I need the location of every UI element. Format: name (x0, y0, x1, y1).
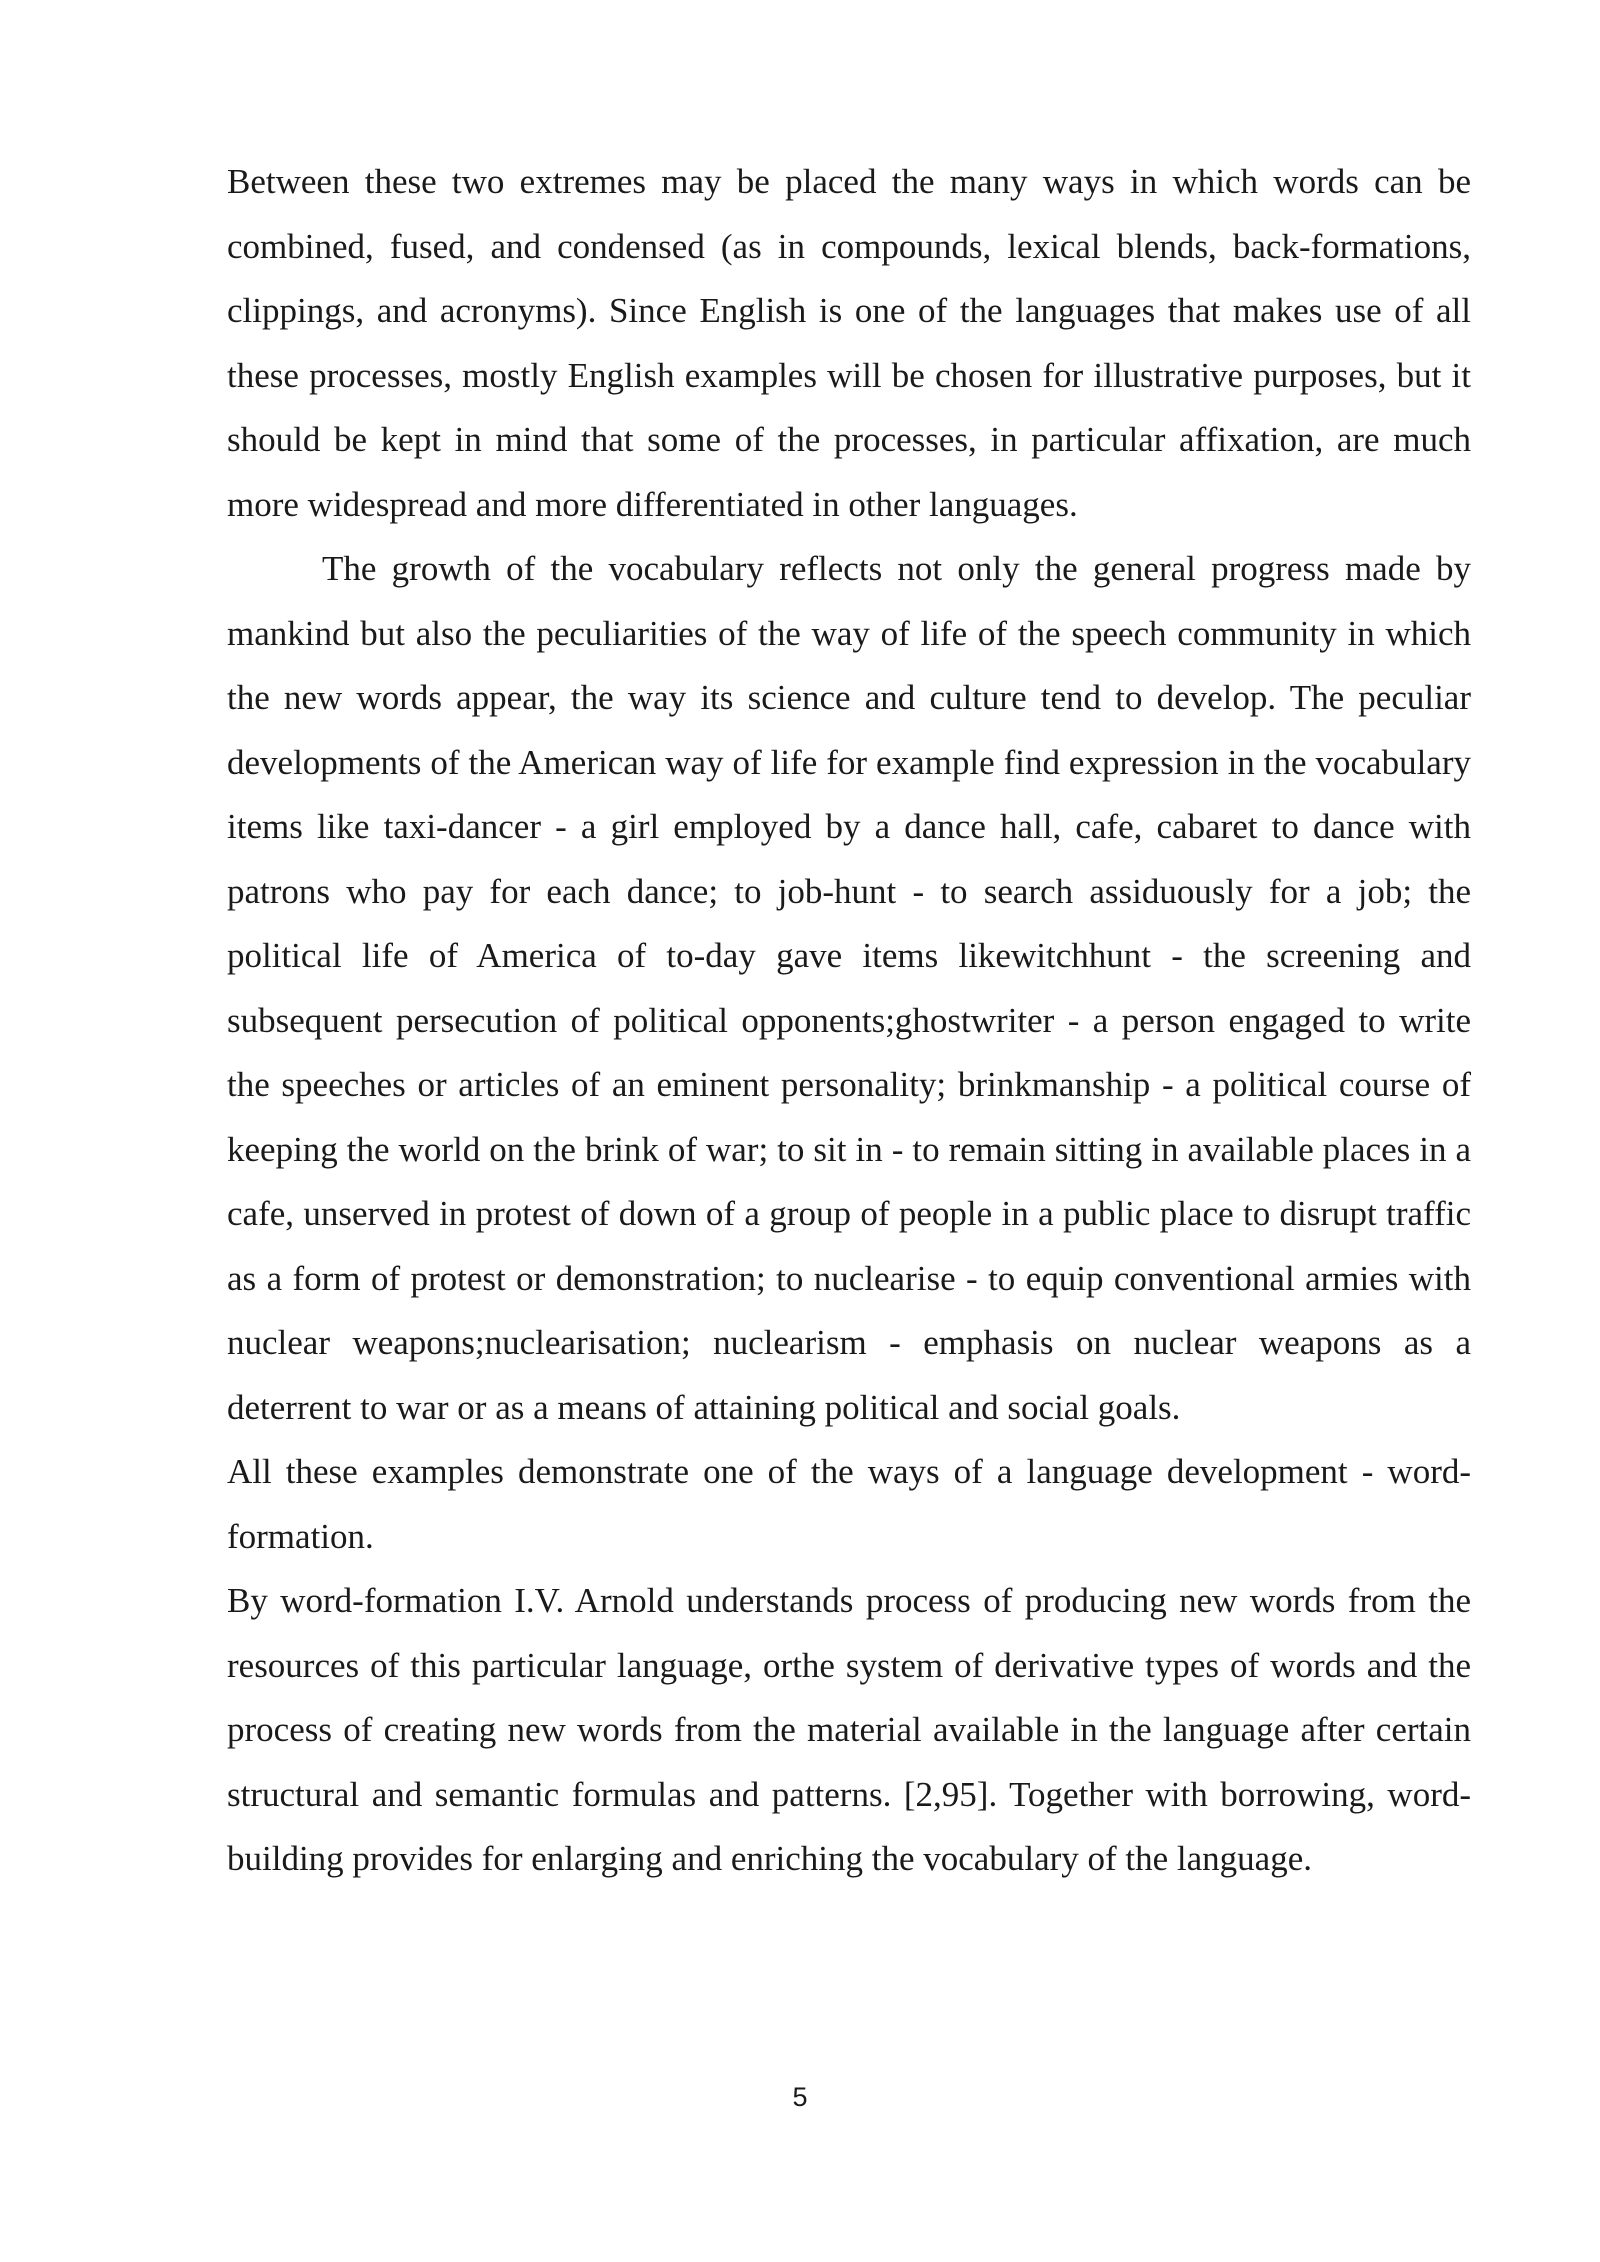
paragraph-examples-summary: All these examples demonstrate one of the ways of a language development - word-formation. (227, 1452, 1471, 1556)
body-text (227, 150, 1471, 1892)
paragraph-vocabulary-growth: The growth of the vocabulary reflects not only the general progress made by mankind but also the peculiarities of the way of life of the speech community in which the new words appear, the way its science and culture tend to develop. The peculiar developments of the American way of life for example find expression in the vocabulary items like taxi-dancer - a girl employed by a dance hall, cafe, cabaret to dance with patrons who pay for each dance; to job-hunt - to search assiduously for a job; the political life of America of to-day gave items likewitchhunt - the screening and subsequent persecution of political opponents;ghostwriter - a person engaged to write the speeches or articles of an eminent personality; brinkmanship - a political course of keeping the world on the brink of war; to sit in - to remain sitting in available places in a cafe, unserved in protest of down of a group of people in a public place to disrupt traffic as a form of protest or demonstration; to nuclearise - to equip conventional armies with nuclear weapons;nuclearisation; nuclearism - emphasis on nuclear weapons as a deterrent to war or as a means of attaining political and social goals. (227, 549, 1471, 1427)
paragraph-word-combination-processes: Between these two extremes may be placed the many ways in which words can be combined, fused, and condensed (as in compounds, lexical blends, back-formations, clippings, and acronyms). Since English is one of the languages that makes use of all these processes, mostly English examples will be chosen for illustrative purposes, but it should be kept in mind that some of the processes, in particular affixation, are much more widespread and more differentiated in other languages. (227, 162, 1471, 524)
paragraph-word-formation-definition: By word-formation I.V. Arnold understands process of producing new words from the resources of this particular language, orthe system of derivative types of words and the process of creating new words from the material available in the language after certain structural and semantic formulas and patterns. [2,95]. Together with borrowing, word-building provides for enlarging and enriching the vocabulary of the language. (227, 1581, 1471, 1878)
page-number: 5 (792, 2082, 808, 2112)
